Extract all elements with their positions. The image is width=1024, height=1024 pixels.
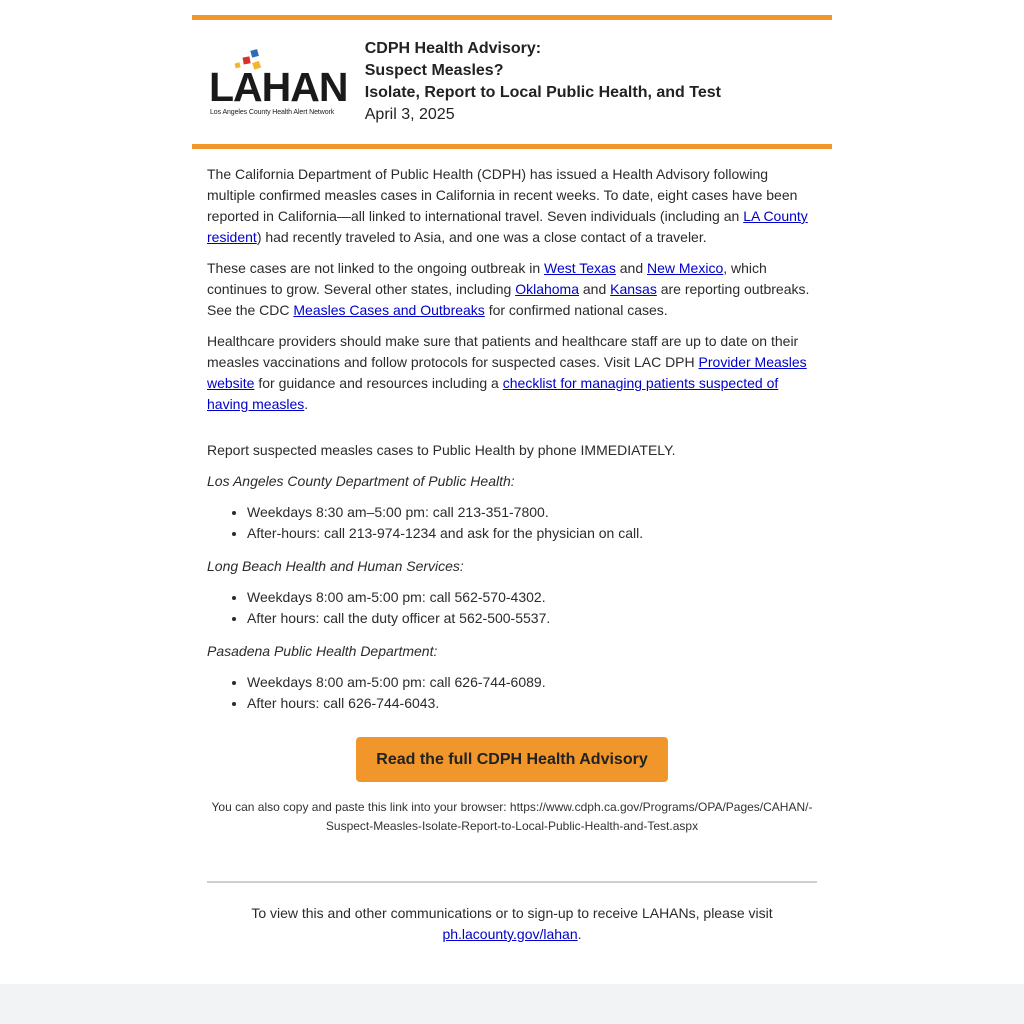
- paragraph-overview: The California Department of Public Health (CDPH) has issued a Health Advisory following multiple confirmed measles cases in California in recent weeks. To date, eight cases have been reported in California—all linked to international travel. Seven individuals (including an LA County resident) had recently traveled to Asia, and one was a close contact of a traveler.: [207, 166, 808, 245]
- cdc-measles-cases-link[interactable]: Measles Cases and Outbreaks: [293, 302, 485, 318]
- list-item: • After hours: call the duty officer at 562-500-5537.: [247, 608, 817, 629]
- footer-text: To view this and other communications or to sign-up to receive LAHANs, please visit: [251, 905, 773, 921]
- contact-list-lac: [207, 502, 817, 544]
- list-item: • Weekdays 8:30 am–5:00 pm: call 213-351-7800.: [247, 502, 817, 523]
- list-item: • Weekdays 8:00 am-5:00 pm: call 626-744-6089.: [247, 672, 817, 693]
- list-item: • Weekdays 8:00 am-5:00 pm: call 562-570-4302.: [247, 587, 817, 608]
- la-county-resident-link[interactable]: LA County resident: [207, 208, 808, 245]
- email-container: [192, 15, 832, 945]
- footer: To view this and other communications or to sign-up to receive LAHANs, please visit ph.lacounty.gov/lahan.: [251, 905, 773, 942]
- oklahoma-link[interactable]: Oklahoma: [515, 281, 579, 297]
- new-mexico-link[interactable]: New Mexico: [647, 260, 724, 276]
- title-line-3: Isolate, Report to Local Public Health, and Test: [364, 84, 721, 101]
- read-full-advisory-button[interactable]: Read the full CDPH Health Advisory: [356, 737, 668, 782]
- advisory-title-block: [365, 38, 832, 126]
- west-texas-link[interactable]: West Texas: [544, 260, 616, 276]
- email-header: [192, 20, 832, 144]
- paragraph-outbreaks: These cases are not linked to the ongoing outbreak in West Texas and New Mexico, which continues to grow. Several other states, including Oklahoma and Kansas are reporting outbreaks. See the CDC Measles Cases and Outbreaks for confirmed national cases.: [207, 260, 810, 318]
- logo-wordmark: LAHAN: [209, 64, 348, 110]
- contact-agency-lac: Los Angeles County Department of Public Health:: [207, 473, 515, 489]
- copy-link-note: You can also copy and paste this link into your browser: https://www.cdph.ca.gov/Programs/OPA/Pages/CAHAN/-Suspect-Measles-Isolate-Report-to-Local-Public-Health-and-Test.aspx: [211, 800, 813, 833]
- email-body: [192, 149, 832, 945]
- logo-subtitle: Los Angeles County Health Alert Network: [210, 109, 335, 116]
- provider-measles-website-link[interactable]: Provider Measles website: [207, 354, 807, 391]
- advisory-date: April 3, 2025: [364, 106, 455, 123]
- title-line-2: Suspect Measles?: [364, 62, 504, 79]
- contact-agency-long-beach: Long Beach Health and Human Services:: [207, 558, 464, 574]
- page-bottom-band: [0, 984, 1024, 1024]
- contact-list-pasadena: [207, 672, 817, 714]
- paragraph-providers: Healthcare providers should make sure that patients and healthcare staff are up to date on their measles vaccinations and follow protocols for suspected cases. Visit LAC DPH Provider Measles website for guidance and resources including a checklist for managing patients suspected of having measles.: [207, 333, 807, 412]
- lahan-website-link[interactable]: ph.lacounty.gov/lahan: [442, 926, 578, 942]
- contact-list-long-beach: [207, 587, 817, 629]
- report-instruction: Report suspected measles cases to Public Health by phone IMMEDIATELY.: [207, 442, 676, 458]
- measles-checklist-link[interactable]: checklist for managing patients suspected of having measles: [207, 375, 779, 412]
- cta-wrapper: [207, 737, 817, 782]
- list-item: • After-hours: call 213-974-1234 and ask for the physician on call.: [247, 523, 817, 544]
- lahan-logo: [209, 47, 365, 117]
- title-line-1: CDPH Health Advisory:: [364, 40, 542, 57]
- list-item: • After hours: call 626-744-6043.: [247, 693, 817, 714]
- footer-divider: [207, 881, 817, 883]
- contact-agency-pasadena: Pasadena Public Health Department:: [207, 643, 438, 659]
- kansas-link[interactable]: Kansas: [610, 281, 657, 297]
